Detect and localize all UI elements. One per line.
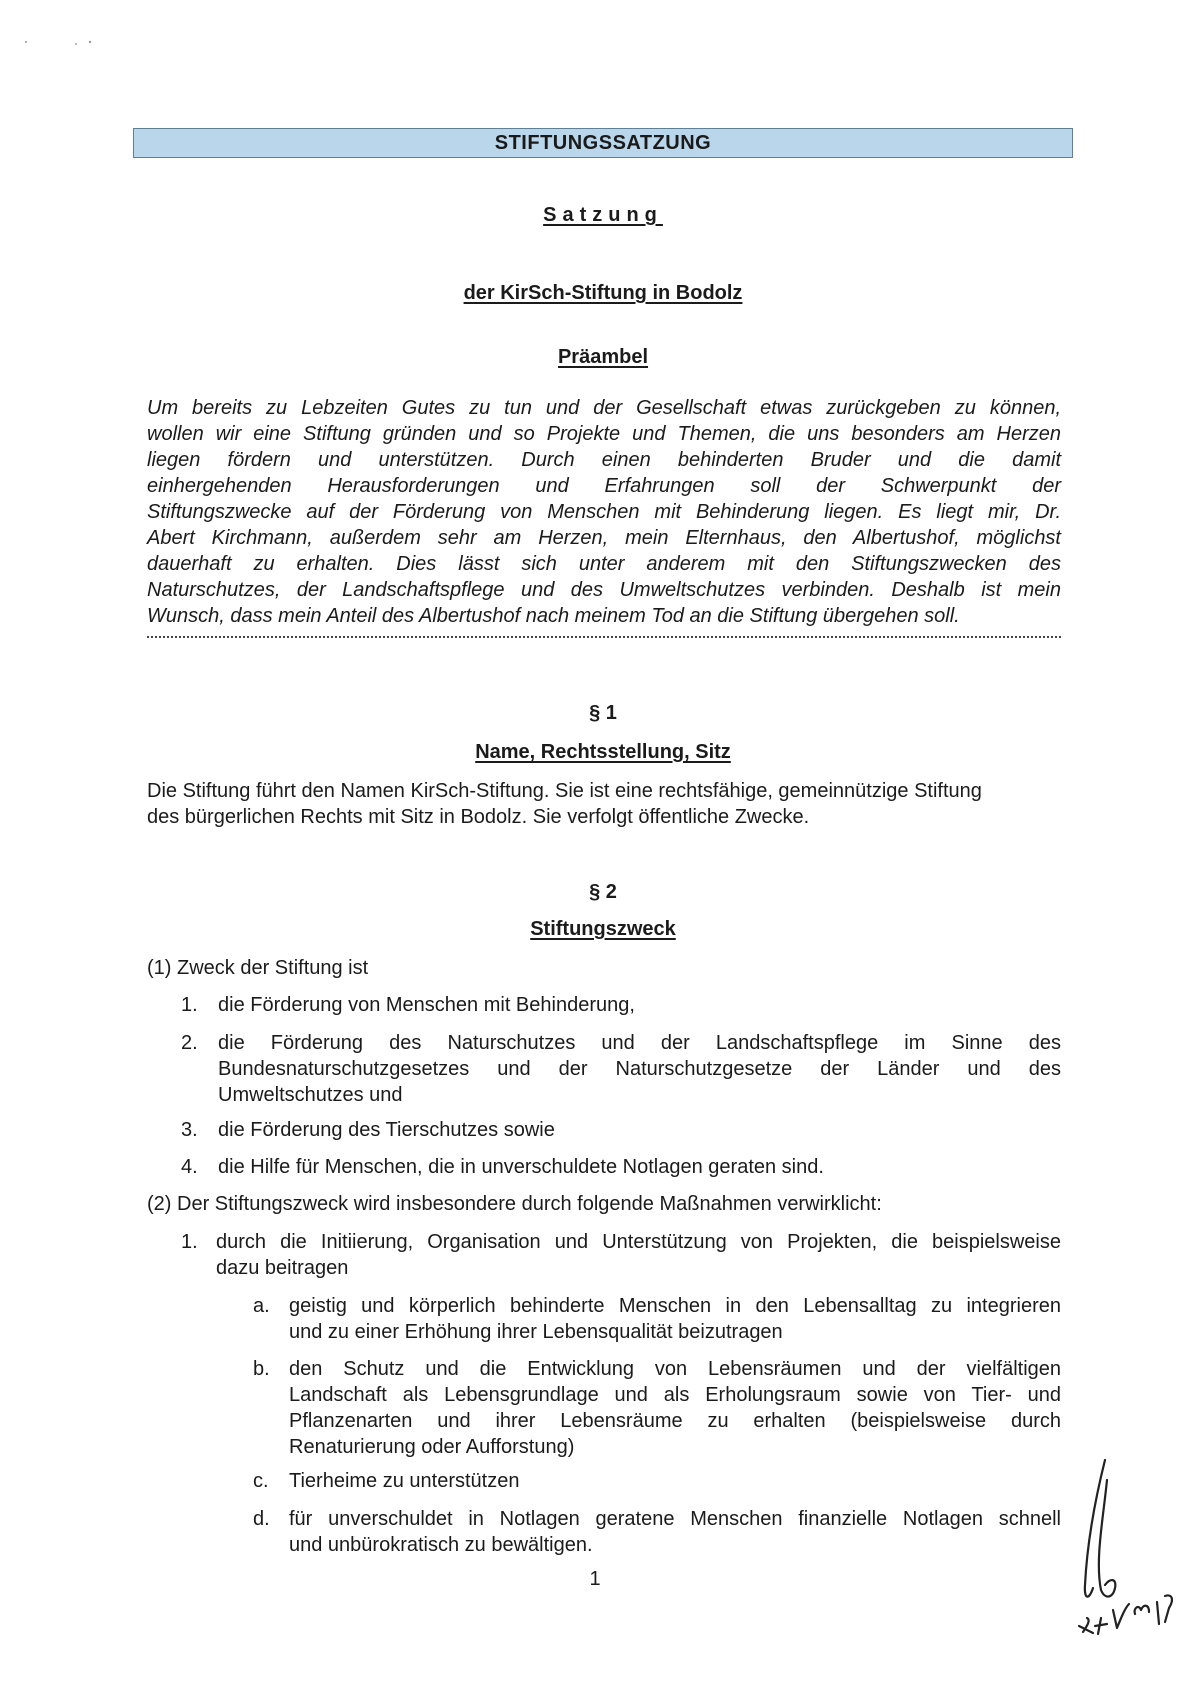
page-number: 1 — [589, 1568, 601, 1590]
preamble-line: Abert Kirchmann, außerdem sehr am Herzen, mein Elternhaus, den Albertushof, möglichst — [147, 527, 1061, 549]
document-title: Satzung — [543, 204, 663, 226]
sub-item — [289, 1468, 1061, 1494]
preamble-line: Wunsch, dass mein Anteil des Albertushof nach meinem Tod an die Stiftung übergehen soll. — [147, 605, 960, 627]
purpose-line: Bundesnaturschutzgesetzes und der Naturschutzgesetze der Länder und des — [218, 1058, 1061, 1080]
preamble-line: dauerhaft zu erhalten. Dies lässt sich unter anderem mit den Stiftungszwecken des — [147, 553, 1061, 575]
purpose-item — [218, 1117, 1061, 1143]
measure-line: dazu beitragen — [216, 1257, 349, 1279]
document-subtitle: der KirSch-Stiftung in Bodolz — [463, 282, 743, 304]
preamble-line: Um bereits zu Lebzeiten Gutes zu tun und der Gesellschaft etwas zurückgeben zu können, — [147, 397, 1061, 419]
section-1-heading: Name, Rechtsstellung, Sitz — [475, 741, 731, 763]
sub-item-line: Renaturierung oder Aufforstung) — [289, 1436, 575, 1458]
section-1-number: § 1 — [589, 702, 617, 724]
purpose-line: die Förderung von Menschen mit Behinderung, — [218, 994, 635, 1016]
handwritten-signature — [1065, 1450, 1185, 1640]
sub-item-line: und zu einer Erhöhung ihrer Lebensqualität beizutragen — [289, 1321, 783, 1343]
purpose-number: 1. — [181, 994, 198, 1016]
sub-item-line: für unverschuldet in Notlagen geratene Menschen finanzielle Notlagen schnell — [289, 1508, 1061, 1530]
purpose-item — [218, 1154, 1061, 1180]
sub-item — [289, 1506, 1061, 1558]
purpose-number: 4. — [181, 1156, 198, 1178]
purpose-line: Umweltschutzes und — [218, 1084, 403, 1106]
section-2-heading: Stiftungszweck — [530, 918, 676, 940]
purpose-line: die Förderung des Naturschutzes und der Landschaftspflege im Sinne des — [218, 1032, 1061, 1054]
section-1-text — [147, 778, 1061, 830]
sub-item-letter: b. — [253, 1358, 270, 1380]
purpose-line: die Förderung des Tierschutzes sowie — [218, 1119, 555, 1141]
dotted-separator — [147, 632, 1061, 638]
document-header-bar: STIFTUNGSSATZUNG — [133, 128, 1073, 158]
measure-number: 1. — [181, 1231, 198, 1253]
purpose-number: 3. — [181, 1119, 198, 1141]
sub-item-line: Tierheime zu unterstützen — [289, 1470, 520, 1492]
purpose-line: die Hilfe für Menschen, die in unverschuldete Notlagen geraten sind. — [218, 1156, 824, 1178]
sub-item — [289, 1356, 1061, 1460]
sub-item-letter: d. — [253, 1508, 270, 1530]
section-2-number: § 2 — [589, 881, 617, 903]
preamble-line: einhergehenden Herausforderungen und Erfahrungen soll der Schwerpunkt der — [147, 475, 1061, 497]
sub-item-letter: c. — [253, 1470, 269, 1492]
scan-marks — [18, 36, 118, 50]
preamble-heading: Präambel — [557, 346, 649, 368]
preamble-line: liegen fördern und unterstützen. Durch einen behinderten Bruder und die damit — [147, 449, 1061, 471]
preamble-line: wollen wir eine Stiftung gründen und so Projekte und Themen, die uns besonders am Herzen — [147, 423, 1061, 445]
sub-item-line: und unbürokratisch zu bewältigen. — [289, 1534, 593, 1556]
measure-line: durch die Initiierung, Organisation und Unterstützung von Projekten, die beispielsweise — [216, 1231, 1061, 1253]
preamble-line: Stiftungszwecke auf der Förderung von Menschen mit Behinderung liegen. Es liegt mir, Dr. — [147, 501, 1061, 523]
clause-2: (2) Der Stiftungszweck wird insbesondere durch folgende Maßnahmen verwirklicht: — [147, 1193, 882, 1215]
sub-item-letter: a. — [253, 1295, 270, 1317]
preamble-text — [147, 395, 1061, 629]
section-1-line: Die Stiftung führt den Namen KirSch-Stiftung. Sie ist eine rechtsfähige, gemeinnützige Stiftung — [147, 780, 982, 802]
section-1-line: des bürgerlichen Rechts mit Sitz in Bodolz. Sie verfolgt öffentliche Zwecke. — [147, 806, 810, 828]
sub-item — [289, 1293, 1061, 1345]
purpose-item — [218, 1030, 1061, 1108]
sub-item-line: Landschaft als Lebensgrundlage und als Erholungsraum sowie von Tier- und — [289, 1384, 1061, 1406]
preamble-line: Naturschutzes, der Landschaftspflege und des Umweltschutzes verbinden. Deshalb ist mein — [147, 579, 1061, 601]
sub-item-line: geistig und körperlich behinderte Menschen in den Lebensalltag zu integrieren — [289, 1295, 1061, 1317]
clause-1: (1) Zweck der Stiftung ist — [147, 957, 369, 979]
sub-item-line: den Schutz und die Entwicklung von Lebensräumen und der vielfältigen — [289, 1358, 1061, 1380]
purpose-item — [218, 992, 1061, 1018]
measure-item — [216, 1229, 1061, 1281]
purpose-number: 2. — [181, 1032, 198, 1054]
sub-item-line: Pflanzenarten und ihrer Lebensräume zu erhalten (beispielsweise durch — [289, 1410, 1061, 1432]
